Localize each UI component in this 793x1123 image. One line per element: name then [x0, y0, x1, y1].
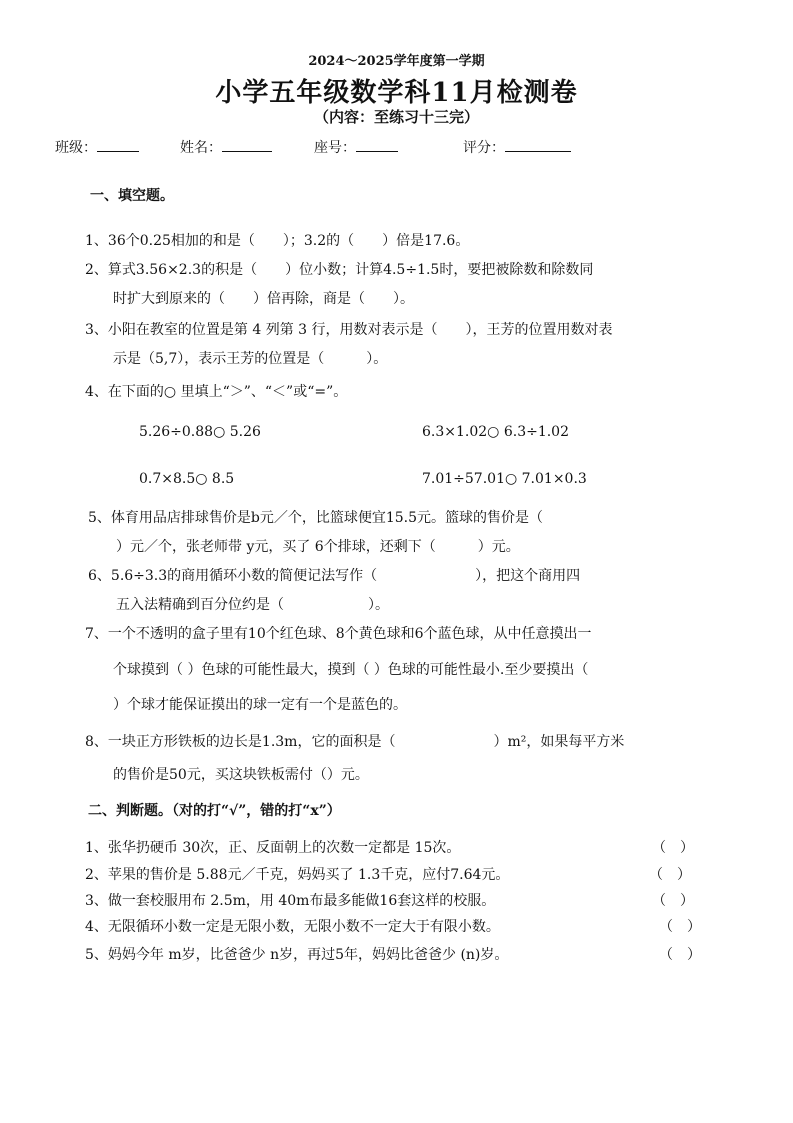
q4-item-2: 6.3×1.02○ 6.3÷1.02 — [422, 424, 569, 440]
seat-label: 座号： — [314, 140, 356, 156]
judge-paren-1[interactable]: （ ） — [652, 840, 694, 856]
q4-item-3: 0.7×8.5○ 8.5 — [139, 471, 235, 487]
question-2-line1: 2、算式3.56×2.3的积是（ ）位小数；计算4.5÷1.5时，要把被除数和除数同 — [85, 262, 594, 278]
question-6-line2: 五入法精确到百分位约是（ ）。 — [116, 597, 389, 613]
name-field[interactable] — [180, 137, 272, 157]
question-6-line1: 6、5.6÷3.3的商用循环小数的简便记法写作（ ），把这个商用四 — [88, 568, 581, 584]
question-1: 1、36个0.25相加的和是（ ）；3.2的（ ）倍是17.6。 — [85, 233, 470, 249]
score-label: 评分： — [463, 140, 505, 156]
judge-item-5: 5、妈妈今年 m岁，比爸爸少 n岁，再过5年，妈妈比爸爸少 (n)岁。 — [85, 947, 509, 963]
class-field[interactable] — [55, 137, 139, 157]
question-7-line3: ）个球才能保证摸出的球一定有一个是蓝色的。 — [113, 697, 407, 713]
class-label: 班级： — [55, 140, 97, 156]
question-8-line2: 的售价是50元，买这块铁板需付（）元。 — [113, 767, 369, 783]
question-4: 4、在下面的○ 里填上“＞”、“＜”或“=”。 — [85, 384, 348, 400]
name-blank[interactable] — [222, 137, 272, 152]
section2-title: 二、判断题。（对的打“√”，错的打“x”） — [88, 803, 341, 819]
judge-paren-4[interactable]: （ ） — [659, 919, 701, 935]
judge-item-3: 3、做一套校服用布 2.5m，用 40m布最多能做16套这样的校服。 — [85, 893, 496, 909]
score-blank[interactable] — [505, 137, 571, 152]
q4-item-4: 7.01÷57.01○ 7.01×0.3 — [422, 471, 587, 487]
q4-item-1: 5.26÷0.88○ 5.26 — [139, 424, 261, 440]
class-blank[interactable] — [97, 137, 139, 152]
question-3-line2: 示是（5,7），表示王芳的位置是（ ）。 — [113, 351, 388, 367]
question-7-line2: 个球摸到（ ）色球的可能性最大，摸到（ ）色球的可能性最小.至少要摸出（ — [113, 662, 589, 678]
judge-item-2: 2、苹果的售价是 5.88元／千克，妈妈买了 1.3千克，应付7.64元。 — [85, 867, 510, 883]
question-7-line1: 7、一个不透明的盒子里有10个红色球、8个黄色球和6个蓝色球，从中任意摸出一 — [85, 626, 592, 642]
subtitle: （内容：至练习十三完） — [313, 108, 479, 126]
judge-paren-5[interactable]: （ ） — [659, 947, 701, 963]
page-title: 小学五年级数学科11月检测卷 — [215, 78, 578, 108]
question-5-line1: 5、体育用品店排球售价是b元／个，比篮球便宜15.5元。篮球的售价是（ — [88, 510, 544, 526]
question-2-line2: 时扩大到原来的（ ）倍再除，商是（ ）。 — [113, 291, 414, 307]
section1-title: 一、填空题。 — [90, 188, 174, 204]
seat-field[interactable] — [314, 137, 398, 157]
score-field[interactable] — [463, 137, 571, 157]
name-label: 姓名： — [180, 140, 222, 156]
judge-item-1: 1、张华扔硬币 30次，正、反面朝上的次数一定都是 15次。 — [85, 840, 461, 856]
seat-blank[interactable] — [356, 137, 398, 152]
question-8-line1: 8、一块正方形铁板的边长是1.3m，它的面积是（ ）m²，如果每平方米 — [85, 734, 625, 750]
judge-paren-2[interactable]: （ ） — [649, 867, 691, 883]
term-label: 2024～2025学年度第一学期 — [308, 54, 485, 69]
judge-item-4: 4、无限循环小数一定是无限小数，无限小数不一定大于有限小数。 — [85, 919, 500, 935]
question-5-line2: ）元／个，张老师带 y元，买了 6个排球，还剩下（ ）元。 — [116, 539, 520, 555]
judge-paren-3[interactable]: （ ） — [652, 893, 694, 909]
question-3-line1: 3、小阳在教室的位置是第 4 列第 3 行，用数对表示是（ ），王芳的位置用数对表 — [85, 322, 613, 338]
